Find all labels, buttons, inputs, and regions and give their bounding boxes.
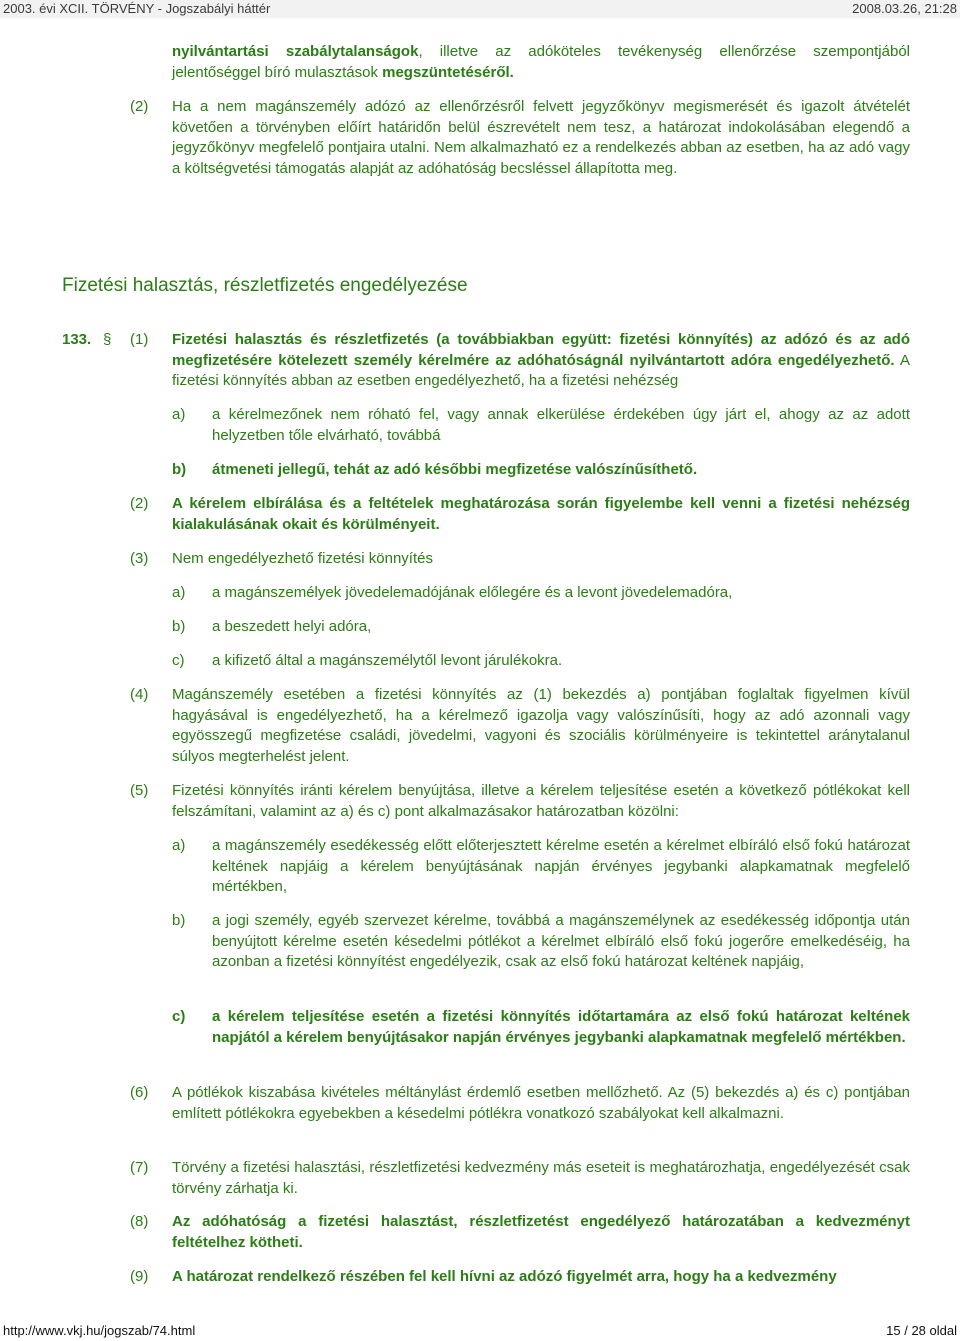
bold-text: nyilvántartási szabálytalanságok: [172, 43, 419, 60]
paragraph-text: Törvény a fizetési halasztási, részletfizetési kedvezmény más eseteit is meghatározhatja, engedélyezését csak törvény zárhatja ki.: [172, 1159, 910, 1197]
paragraph-number: (7): [130, 1159, 149, 1176]
section-number: 133.: [62, 331, 92, 348]
paragraph-text: [172, 330, 910, 392]
item-letter: a): [172, 406, 186, 423]
item-text: átmeneti jellegű, tehát az adó későbbi megfizetése valószínűsíthető.: [212, 461, 698, 478]
paragraph-number: (2): [130, 495, 149, 512]
paragraph-number: (5): [130, 782, 149, 799]
paragraph-text: A pótlékok kiszabása kivételes méltánylást érdemlő esetben mellőzhető. Az (5) bekezdés a) és c) pontjában említett pótlékokra egyebekben a késedelmi pótlékra vonatkozó szabályokat kell alkalmazni.: [172, 1084, 910, 1122]
plain-text: A fizetési könnyítés abban az esetben engedélyezhető, ha a fizetési nehézség: [172, 351, 910, 389]
item-letter: b): [172, 912, 186, 929]
item-text: a magánszemély esedékesség előtt előterjesztett kérelme esetén a kérelmet elbíráló első fokú határozat keltének napjáig a kérelem benyújtásának napján érvényes jegybanki alapkamatnak megfelelő mértékben,: [212, 837, 910, 895]
bold-text: megszüntetéséről.: [382, 63, 514, 81]
paragraph-number: (3): [130, 550, 149, 567]
paragraph-text: Fizetési könnyítés iránti kérelem benyújtása, illetve a kérelem teljesítése esetén a következő pótlékokat kell felszámítani, valamint az a) és c) pont alkalmazásakor határozatban közölni:: [172, 782, 910, 820]
item-text: a magánszemélyek jövedelemadójának előlegére és a levont jövedelemadóra,: [212, 584, 733, 601]
paragraph-text: A kérelem elbírálása és a feltételek meghatározása során figyelembe kell venni a fizetési nehézség kialakulásának okait és körülményeit.: [172, 495, 910, 533]
paragraph-text: Ha a nem magánszemély adózó az ellenőrzésről felvett jegyzőkönyv megismerését és igazolt átvételét követően a törvényben előírt határidőn belül észrevételt nem tesz, a határozat indokolásában elegendő a jegyzőkönyv megfelelő pontjaira utalni. Nem alkalmazható ez a rendelkezés abban az esetben, ha az adó vagy a költségvetési támogatás alapját az adóhatóság becsléssel állapította meg.: [172, 98, 910, 177]
item-text: a kérelem teljesítése esetén a fizetési könnyítés időtartamára az első fokú határozat keltének napjától a kérelem benyújtásakor napján érvényes jegybanki alapkamatnak megfelelő mértékben.: [212, 1008, 910, 1046]
paragraph-text: Magánszemély esetében a fizetési könnyítés az (1) bekezdés a) pontjában foglaltak figyelmen kívül hagyásával is engedélyezhető, ha a kérelmező igazolja vagy valószínűsíti, hogy az adó azonnali vagy egyösszegű megfizetése családi, jövedelmi, vagyoni és szociális körülményeire is tekintettel aránytalanul súlyos megterhelést jelent.: [172, 686, 910, 765]
paragraph-number: (9): [130, 1268, 149, 1285]
browser-print-header: [0, 0, 960, 18]
bold-text: Fizetési halasztás és részletfizetés (a továbbiakban együtt: fizetési könnyítés) az adózó és az adó megfizetésére kötelezett személy kérelmére az adóhatóságnál nyilvántartott adóra engedélyezhető.: [172, 331, 910, 369]
paragraph-number: (1): [130, 331, 149, 348]
paragraph-number: (2): [130, 98, 149, 115]
header-title: 2003. évi XCII. TÖRVÉNY - Jogszabályi háttér: [3, 1, 271, 16]
plain-text: , illetve az adóköteles tevékenység ellenőrzése szempontjából jelentőséggel bíró mulasztások: [172, 43, 911, 81]
paragraph-text: Nem engedélyezhető fizetési könnyítés: [172, 550, 433, 567]
header-datetime: 2008.03.26, 21:28: [852, 1, 957, 16]
paragraph-number: (4): [130, 686, 149, 703]
paragraph-text: A határozat rendelkező részében fel kell hívni az adózó figyelmét arra, hogy ha a kedvezmény: [172, 1268, 837, 1285]
item-text: a kérelmezőnek nem róható fel, vagy annak elkerülése érdekében úgy járt el, ahogy az az adott helyzetben tőle elvárható, továbbá: [212, 406, 910, 444]
item-letter: b): [172, 618, 186, 635]
paragraph-text: Az adóhatóság a fizetési halasztást, részletfizetést engedélyező határozatában a kedvezményt feltételhez kötheti.: [172, 1213, 910, 1251]
item-letter: c): [172, 1008, 186, 1025]
item-text: a kifizető által a magánszemélytől levont járulékokra.: [212, 652, 563, 669]
footer-page-counter: 15 / 28 oldal: [886, 1323, 957, 1338]
paragraph-number: (6): [130, 1084, 149, 1101]
item-letter: b): [172, 461, 187, 478]
item-letter: a): [172, 584, 186, 601]
item-text: a beszedett helyi adóra,: [212, 618, 372, 635]
footer-url[interactable]: http://www.vkj.hu/jogszab/74.html: [3, 1323, 196, 1338]
paragraph-number: (8): [130, 1213, 149, 1230]
item-letter: a): [172, 837, 186, 854]
section-heading: Fizetési halasztás, részletfizetés engedélyezése: [62, 275, 468, 296]
continuation-paragraph: [172, 42, 910, 83]
item-text: a jogi személy, egyéb szervezet kérelme, továbbá a magánszemélynek az esedékesség időpontja után benyújtott kérelme esetén késedelmi pótlékot a kérelmet elbíráló első fokú jogerőre emelkedéséig, ha azonban a fizetési könnyítést engedélyezik, csak az első fokú határozat keltének napjáig,: [212, 912, 910, 970]
section-symbol: §: [103, 331, 112, 348]
item-letter: c): [172, 652, 185, 669]
